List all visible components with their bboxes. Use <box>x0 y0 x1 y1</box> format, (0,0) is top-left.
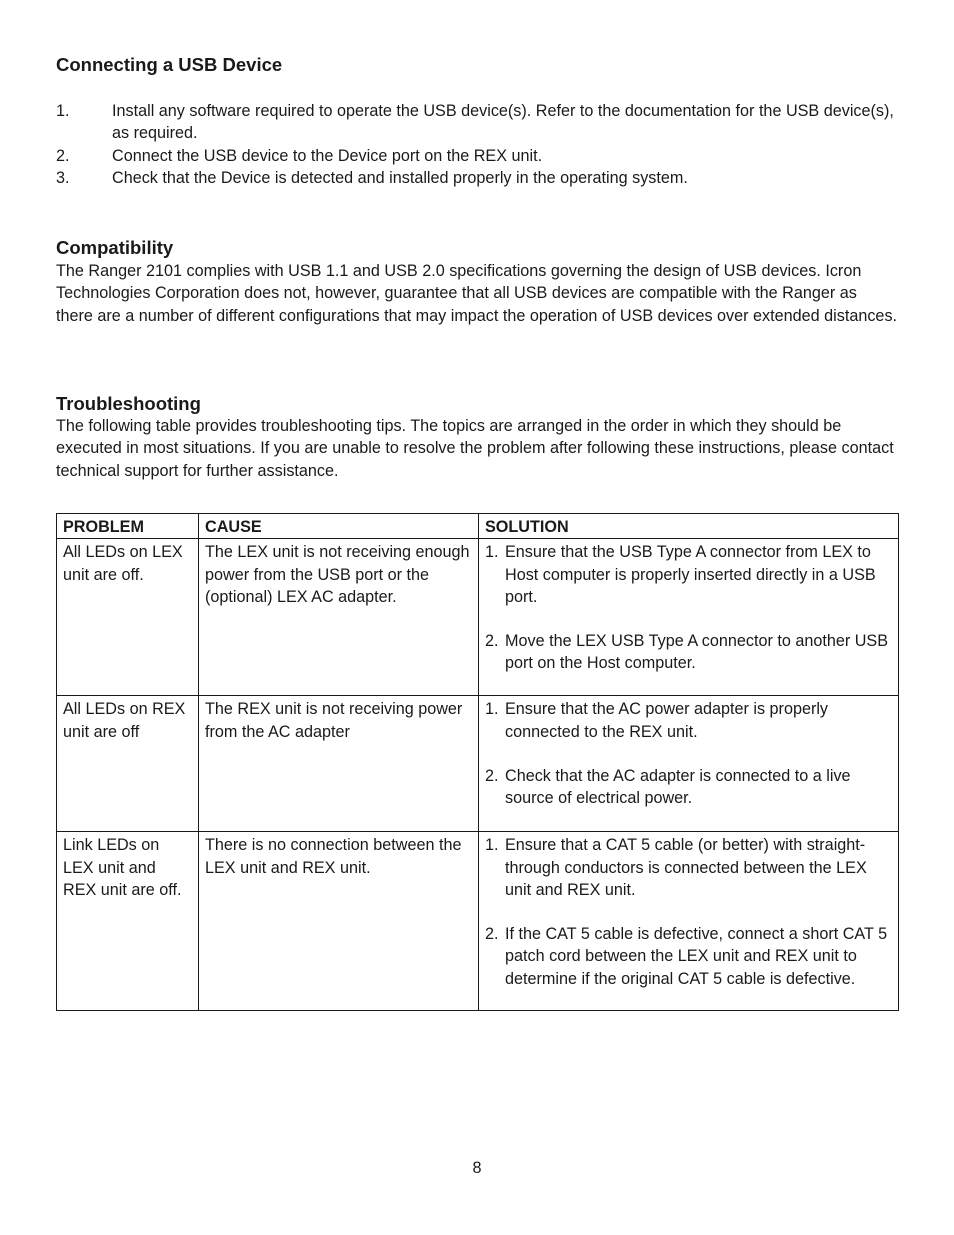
solution-number: 2. <box>485 925 499 944</box>
list-item <box>485 541 892 608</box>
solution-cell <box>479 832 899 1011</box>
solution-text: Ensure that the USB Type A connector from LEX to Host computer is properly inserted directly in a USB port. <box>505 543 876 606</box>
table-row <box>57 696 899 832</box>
problem-cell: Link LEDs on LEX unit and REX unit are off. <box>57 832 199 1011</box>
compatibility-paragraph: The Ranger 2101 complies with USB 1.1 and USB 2.0 specifications governing the design of USB devices. Icron Technologies Corporation does not, however, guarantee that all USB devices are compatible with the Ranger as there are a number of different configurations that may impact the operation of USB devices over extended distances. <box>56 262 898 325</box>
table-row <box>57 832 899 1011</box>
troubleshooting-paragraph: The following table provides troubleshooting tips. The topics are arranged in the order in which they should be executed in most situations. If you are unable to resolve the problem after following these instructions, please contact technical support for further assistance. <box>56 417 894 480</box>
cause-cell: There is no connection between the LEX unit and REX unit. <box>199 832 479 1011</box>
list-item <box>485 923 892 990</box>
solution-number: 1. <box>485 836 499 855</box>
list-item <box>56 100 898 145</box>
list-item <box>485 765 892 810</box>
problem-cell: All LEDs on REX unit are off <box>57 696 199 832</box>
column-header-cause: CAUSE <box>199 514 479 539</box>
column-header-problem: PROBLEM <box>57 514 199 539</box>
solution-number: 2. <box>485 766 499 785</box>
step-number: 1. <box>56 102 70 120</box>
table-header-row <box>57 514 899 539</box>
page-number: 8 <box>472 1159 482 1177</box>
solution-cell <box>479 696 899 832</box>
step-number: 2. <box>56 146 70 165</box>
table-row <box>57 539 899 696</box>
cause-cell: The LEX unit is not receiving enough power from the USB port or the (optional) LEX AC adapter. <box>199 539 479 696</box>
solution-list <box>485 698 892 809</box>
step-text: Install any software required to operate the USB device(s). Refer to the documentation for the USB device(s), as required. <box>112 102 894 143</box>
list-item <box>485 630 892 675</box>
list-item <box>485 698 892 743</box>
solution-number: 1. <box>485 543 499 562</box>
step-number: 3. <box>56 168 70 187</box>
solution-number: 1. <box>485 700 499 719</box>
troubleshooting-table <box>56 513 899 1011</box>
solution-text: If the CAT 5 cable is defective, connect a short CAT 5 patch cord between the LEX unit and REX unit to determine if the original CAT 5 cable is defective. <box>505 925 888 988</box>
list-item <box>56 145 898 167</box>
solution-text: Ensure that a CAT 5 cable (or better) with straight-through conductors is connected between the LEX unit and REX unit. <box>505 836 867 899</box>
column-header-solution: SOLUTION <box>479 514 899 539</box>
solution-text: Check that the AC adapter is connected to a live source of electrical power. <box>505 766 851 808</box>
solution-number: 2. <box>485 632 499 651</box>
solution-text: Move the LEX USB Type A connector to another USB port on the Host computer. <box>505 632 889 673</box>
list-item <box>485 834 892 901</box>
step-text: Check that the Device is detected and installed properly in the operating system. <box>112 168 688 187</box>
list-item <box>56 167 898 189</box>
step-text: Connect the USB device to the Device port on the REX unit. <box>112 146 543 165</box>
usb-steps-list <box>56 100 898 189</box>
solution-text: Ensure that the AC power adapter is properly connected to the REX unit. <box>505 700 829 741</box>
section-title-compatibility: Compatibility <box>56 237 174 258</box>
cause-cell: The REX unit is not receiving power from the AC adapter <box>199 696 479 832</box>
section-title-usb: Connecting a USB Device <box>56 54 283 75</box>
solution-list <box>485 541 892 674</box>
solution-cell <box>479 539 899 696</box>
section-title-troubleshooting: Troubleshooting <box>56 393 201 414</box>
solution-list <box>485 834 892 990</box>
problem-cell: All LEDs on LEX unit are off. <box>57 539 199 696</box>
